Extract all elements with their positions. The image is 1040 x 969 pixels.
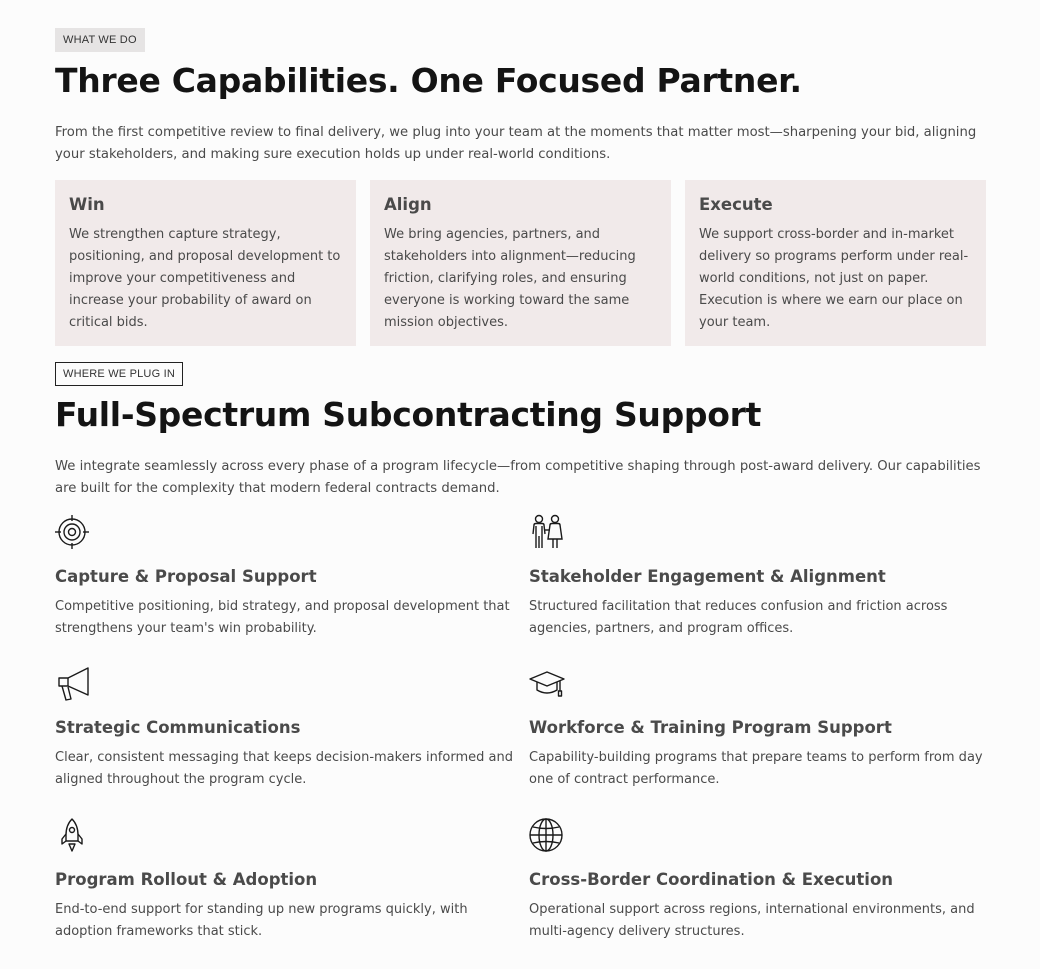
feature-title: Cross-Border Coordination & Execution	[529, 870, 894, 889]
card-align	[370, 180, 671, 346]
feature-stakeholder	[529, 514, 989, 640]
subcontracting-heading: Full-Spectrum Subcontracting Support	[55, 395, 762, 434]
what-we-do-eyebrow: WHAT WE DO	[55, 28, 145, 52]
globe-icon	[529, 817, 565, 853]
card-body: We strengthen capture strategy, positioning, and proposal development to improve your competitiveness and increase your probability of award on critical bids.	[69, 227, 341, 330]
feature-body: Competitive positioning, bid strategy, and proposal development that strengthens your team's win probability.	[55, 599, 510, 636]
feature-title: Strategic Communications	[55, 718, 301, 737]
megaphone-icon	[55, 665, 91, 701]
rocket-icon	[55, 817, 91, 853]
capabilities-heading: Three Capabilities. One Focused Partner.	[55, 61, 802, 100]
feature-workforce	[529, 665, 989, 791]
capability-cards	[55, 180, 986, 346]
graduation-cap-icon	[529, 665, 565, 701]
feature-body: Structured facilitation that reduces confusion and friction across agencies, partners, and program offices.	[529, 599, 948, 636]
feature-body: End-to-end support for standing up new programs quickly, with adoption frameworks that stick.	[55, 902, 468, 939]
card-win	[55, 180, 356, 346]
card-body: We support cross-border and in-market delivery so programs perform under real-world conditions, not just on paper. Execution is where we earn our place on your team.	[699, 227, 969, 330]
card-title: Align	[384, 195, 432, 214]
card-body: We bring agencies, partners, and stakeholders into alignment—reducing friction, clarifying roles, and ensuring everyone is working toward the same mission objectives.	[384, 227, 636, 330]
feature-rollout	[55, 817, 515, 943]
target-icon	[55, 514, 91, 550]
feature-body: Operational support across regions, international environments, and multi-agency delivery structures.	[529, 902, 975, 939]
subcontracting-lead: We integrate seamlessly across every phase of a program lifecycle—from competitive shaping through post-award delivery. Our capabilities are built for the complexity that modern federal contracts demand.	[55, 459, 981, 496]
feature-cross-border	[529, 817, 989, 943]
feature-title: Stakeholder Engagement & Alignment	[529, 567, 886, 586]
feature-title: Workforce & Training Program Support	[529, 718, 892, 737]
card-title: Execute	[699, 195, 773, 214]
feature-body: Capability-building programs that prepare teams to perform from day one of contract performance.	[529, 750, 983, 787]
where-we-plug-in-eyebrow: WHERE WE PLUG IN	[55, 362, 183, 386]
card-title: Win	[69, 195, 105, 214]
feature-body: Clear, consistent messaging that keeps decision-makers informed and aligned throughout the program cycle.	[55, 750, 513, 787]
card-execute	[685, 180, 986, 346]
people-icon	[529, 514, 565, 550]
feature-communications	[55, 665, 515, 791]
feature-title: Program Rollout & Adoption	[55, 870, 318, 889]
feature-title: Capture & Proposal Support	[55, 567, 317, 586]
capabilities-lead: From the first competitive review to final delivery, we plug into your team at the moments that matter most—sharpening your bid, aligning your stakeholders, and making sure execution holds up under real-world conditions.	[55, 125, 977, 162]
feature-capture	[55, 514, 515, 640]
